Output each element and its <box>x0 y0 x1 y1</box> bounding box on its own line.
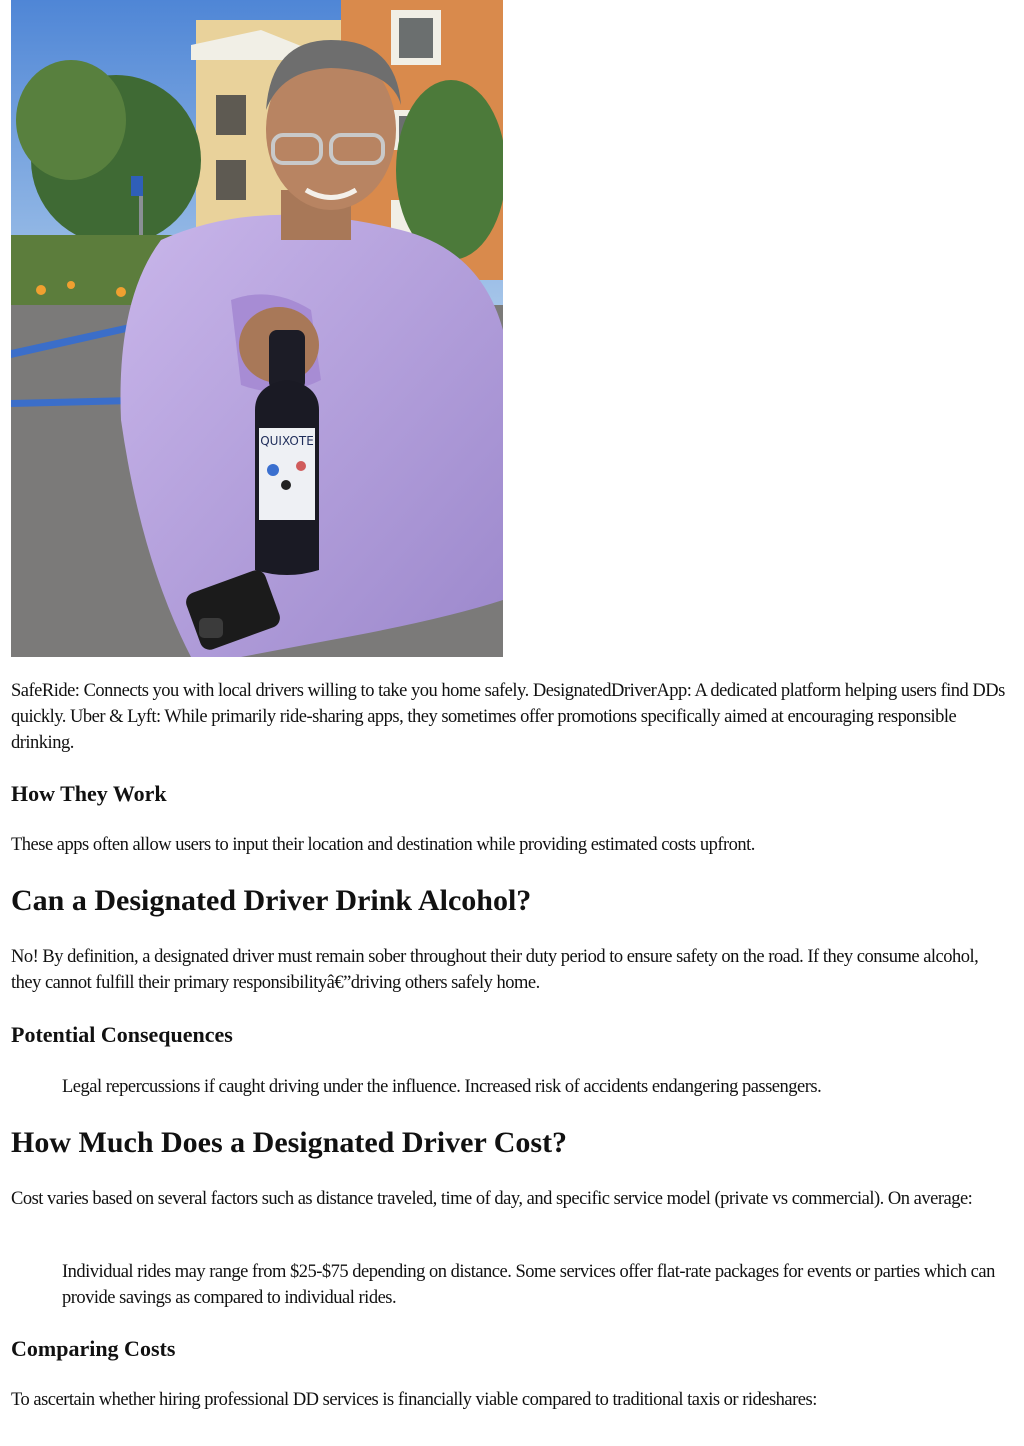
drink-alcohol-heading: Can a Designated Driver Drink Alcohol? <box>11 884 532 917</box>
cost-list-text: Individual rides may range from $25-$75 depending on distance. Some services offer flat-rate packages for events or parties which can provide savings as compared to individual rides. <box>62 1262 995 1308</box>
how-they-work-heading: How They Work <box>11 781 167 806</box>
cost-heading: How Much Does a Designated Driver Cost? <box>11 1126 568 1159</box>
potential-consequences-heading: Potential Consequences <box>11 1022 233 1047</box>
how-they-work-text: These apps often allow users to input their location and destination while providing estimated costs upfront. <box>11 835 755 855</box>
comparing-costs-heading: Comparing Costs <box>11 1336 176 1361</box>
cost-text: Cost varies based on several factors such as distance traveled, time of day, and specific service model (private vs commercial). On average: <box>11 1189 973 1209</box>
article-photo <box>11 0 503 657</box>
comparing-costs-text: To ascertain whether hiring professional DD services is financially viable compared to traditional taxis or rideshares: <box>11 1390 817 1410</box>
drink-alcohol-text: No! By definition, a designated driver must remain sober throughout their duty period to ensure safety on the road. If they consume alcohol, they cannot fulfill their primary responsibilityâ€”driving others safely home. <box>11 947 979 993</box>
consequences-list-text: Legal repercussions if caught driving under the influence. Increased risk of accidents endangering passengers. <box>62 1077 822 1097</box>
intro-paragraph: SafeRide: Connects you with local drivers willing to take you home safely. DesignatedDriverApp: A dedicated platform helping users find DDs quickly. Uber & Lyft: While primarily ride-sharing apps, they sometimes offer promotions specifically aimed at encouraging responsible drinking. <box>11 681 1005 753</box>
bottle-label-text: QUIXOTE <box>260 434 314 448</box>
